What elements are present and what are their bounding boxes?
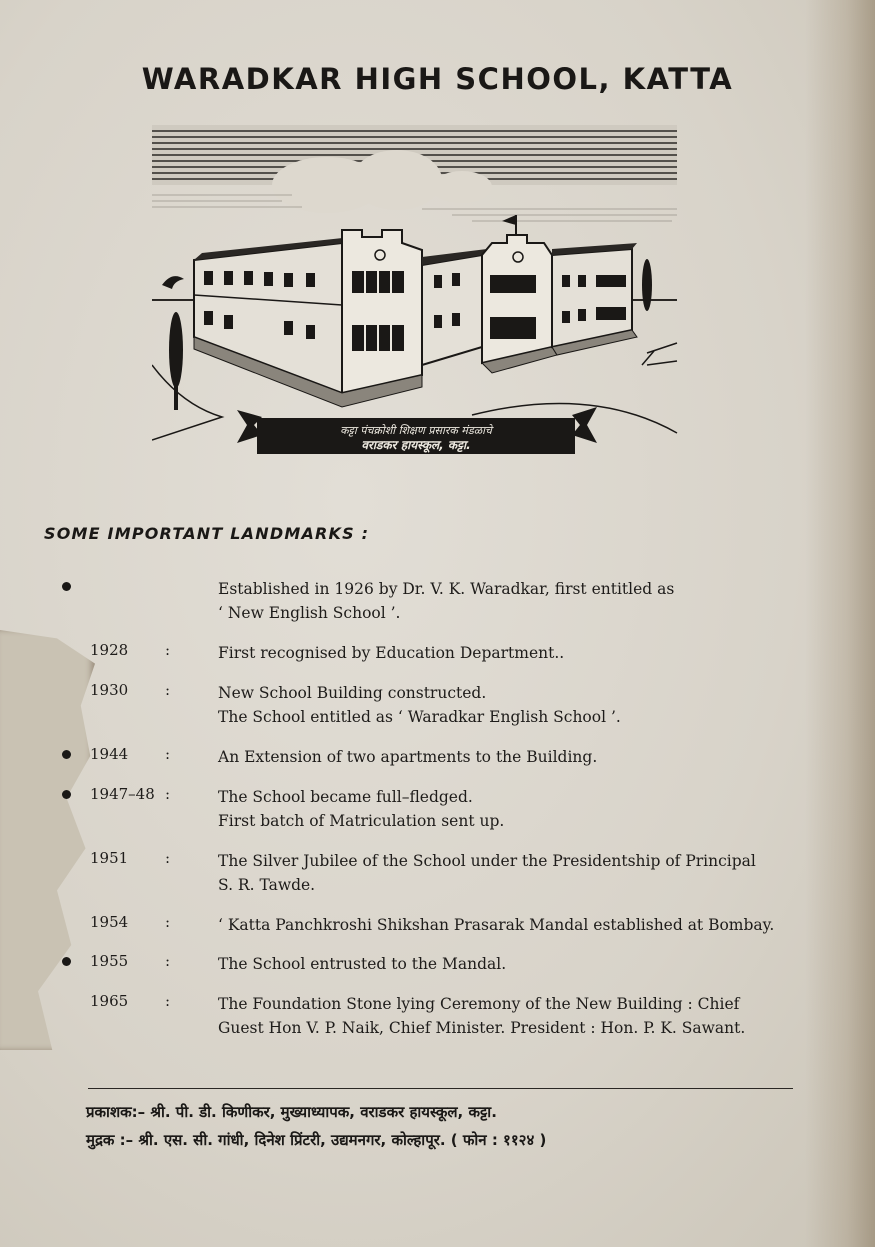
building-middle-wing bbox=[422, 215, 557, 373]
landmark-line: Guest Hon V. P. Naik, Chief Minister. President : Hon. P. K. Sawant. bbox=[218, 1019, 746, 1037]
bullet-icon bbox=[62, 957, 71, 966]
landmark-description bbox=[218, 952, 798, 976]
landmark-year: 1951 bbox=[90, 849, 129, 867]
landmark-description bbox=[218, 577, 798, 625]
landmark-year: 1928 bbox=[90, 641, 129, 659]
landmarks-heading: SOME IMPORTANT LANDMARKS : bbox=[44, 524, 370, 543]
printer-line: मुद्रक :– श्री. एस. सी. गांधी, दिनेश प्रिंटरी, उद्यमनगर, कोल्हापूर. ( फोन : ११२४ ) bbox=[86, 1131, 547, 1149]
landmark-colon: : bbox=[165, 785, 171, 803]
landmark-line: The School entitled as ‘ Waradkar English School ’. bbox=[218, 708, 621, 726]
landmark-line: ‘ New English School ’. bbox=[218, 604, 401, 622]
landmark-year: 1944 bbox=[90, 745, 129, 763]
school-building-illustration bbox=[152, 125, 682, 480]
landmark-description bbox=[218, 745, 798, 769]
sky-lines bbox=[152, 125, 677, 221]
bullet-icon bbox=[62, 582, 71, 591]
landmark-year: 1965 bbox=[90, 992, 129, 1010]
building-left-wing bbox=[194, 230, 422, 407]
landmark-year: 1954 bbox=[90, 913, 129, 931]
landmark-description bbox=[218, 913, 798, 937]
page-title: WARADKAR HIGH SCHOOL, KATTA bbox=[141, 62, 734, 96]
landmark-line: S. R. Tawde. bbox=[218, 876, 316, 894]
landmark-line: New School Building constructed. bbox=[218, 684, 487, 702]
landmark-line: The Foundation Stone lying Ceremony of the New Building : Chief bbox=[218, 995, 740, 1013]
landmark-year: 1955 bbox=[90, 952, 129, 970]
landmark-colon: : bbox=[165, 992, 171, 1010]
landmark-colon: : bbox=[165, 681, 171, 699]
landmark-colon: : bbox=[165, 913, 171, 931]
landmark-line: Established in 1926 by Dr. V. K. Waradkar, first entitled as bbox=[218, 580, 675, 598]
banner-line-1: कट्टा पंचक्रोशी शिक्षण प्रसारक मंडळाचे bbox=[340, 424, 492, 437]
landmark-description bbox=[218, 849, 798, 897]
bullet-icon bbox=[62, 790, 71, 799]
landmark-description bbox=[218, 785, 798, 833]
landmark-line: ‘ Katta Panchkroshi Shikshan Prasarak Mandal established at Bombay. bbox=[218, 916, 775, 934]
landmark-colon: : bbox=[165, 849, 171, 867]
landmark-line: First recognised by Education Department.. bbox=[218, 644, 565, 662]
landmark-description bbox=[218, 992, 798, 1040]
banner-line-2: वराडकर हायस्कूल, कट्टा. bbox=[361, 438, 471, 452]
landmark-year: 1947–48 bbox=[90, 785, 155, 803]
building-right-wing bbox=[552, 243, 637, 355]
landmark-line: The School became full–fledged. bbox=[218, 788, 473, 806]
landmark-colon: : bbox=[165, 952, 171, 970]
landmark-line: First batch of Matriculation sent up. bbox=[218, 812, 505, 830]
landmark-line: An Extension of two apartments to the Building. bbox=[218, 748, 598, 766]
paper-stain bbox=[805, 0, 875, 1247]
footer-divider bbox=[88, 1088, 793, 1089]
landmark-description bbox=[218, 681, 798, 729]
school-name-banner bbox=[237, 407, 597, 454]
landmark-line: The Silver Jubilee of the School under the Presidentship of Principal bbox=[218, 852, 756, 870]
landmark-colon: : bbox=[165, 745, 171, 763]
landmark-year: 1930 bbox=[90, 681, 129, 699]
landmark-colon: : bbox=[165, 641, 171, 659]
landmark-description bbox=[218, 641, 798, 665]
publisher-line: प्रकाशक:– श्री. पी. डी. किणीकर, मुख्याध्यापक, वराडकर हायस्कूल, कट्टा. bbox=[86, 1103, 497, 1121]
bullet-icon bbox=[62, 750, 71, 759]
landmark-line: The School entrusted to the Mandal. bbox=[218, 955, 507, 973]
